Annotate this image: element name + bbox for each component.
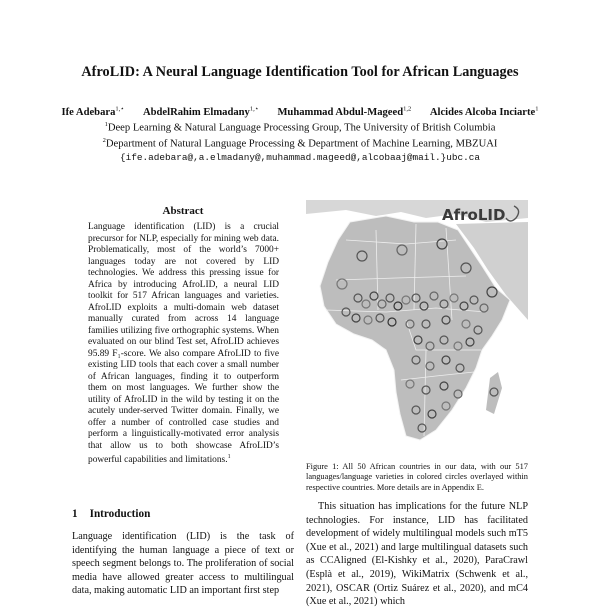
section-title: Introduction [89,508,151,520]
author-name: Alcides Alcoba Inciarte [429,106,536,118]
author-1 [62,107,125,118]
section-number: 1 [72,508,78,520]
abstract-heading: Abstract [162,205,204,217]
madagascar [486,372,502,414]
right-column-body: This situation has implications for the future NLP technologies. For instance, LID has facilitated development of widely multilingual models such mT5 (Xue et al., 2021) and large multilingual datasets such as CCAligned (El-Kishky et al., 2020), ParaCrawl (Esplà et al., 2019), WikiMatrix (Schwenk et al., 2021), OSCAR (Ortiz Suárez et al., 2020), and mC4 (Xue et al., 2021) which [306,501,528,608]
author-4 [430,107,539,118]
affiliation-2 [0,137,600,150]
author-emails: {ife.adebara@,a.elmadany@,muhammad.mageed@,alcobaaj@mail.}ubc.ca [119,152,481,163]
introduction-body: Language identification (LID) is the task of identifying the human language a piece of text or speech segment belongs to. The proliferation of social media have allowed greater access to multilingual data, making automatic LID an important first step [72,531,294,597]
author-name: Ife Adebara [61,106,116,118]
footnote-mark: 1 [227,454,231,460]
affiliation-1 [0,121,600,134]
author-name: Muhammad Abdul-Mageed [277,106,404,118]
section-heading-introduction [72,508,150,520]
author-2 [143,107,259,118]
author-name: AbdelRahim Elmadany [142,106,250,118]
affiliation-mark: 2 [102,137,106,144]
author-3 [277,107,411,118]
affiliation-mark: 1 [104,121,108,128]
abstract-text: Language identification (LID) is a crucial precursor for NLP, especially for mining web data. Problematically, most of the world’s 7000+ languages today are not covered by LID technologies. We address this pressing issue for Africa by introducing AfroLID, a neural LID toolkit for 517 African languages and varieties. AfroLID exploits a multi-domain web dataset manually curated from across 14 language families utilizing five orthographic systems. When evaluated on our blind Test set, AfroLID achieves 95.89 F₁-score. We also compare AfroLID to five existing LID tools that each cover a small number of African languages, finding it to outperform them on most languages. We further show the utility of AfroLID in the wild by testing it on the acutely under-served Twitter domain. Finally, we offer a number of controlled case studies and perform a linguistically-motivated error analysis that allow us to both showcase AfroLID’s powerful capabilities and limitations. [88,222,279,466]
figure-caption: Figure 1: All 50 African countries in our data, with our 517 languages/language varieties in colored circles overlayed within respective countries. More details are in Appendix E. [306,462,528,492]
author-affil-mark: 1,2 [403,105,412,112]
author-affil-mark: 1,⋆ [115,105,125,112]
author-list [0,104,600,118]
affiliation-text: Department of Natural Language Processing & Department of Machine Learning, MBZUAI [105,138,498,150]
africa-map [306,200,528,452]
author-affil-mark: 1,⋆ [249,105,259,112]
author-affil-mark: 1 [535,105,539,112]
paper-title: AfroLID: A Neural Language Identification Tool for African Languages [81,64,519,80]
afrolid-logo: AfroLID [442,206,506,224]
abstract-body [88,222,279,467]
affiliation-text: Deep Learning & Natural Language Processing Group, The University of British Columbia [107,122,496,134]
africa-map-figure [306,200,528,452]
